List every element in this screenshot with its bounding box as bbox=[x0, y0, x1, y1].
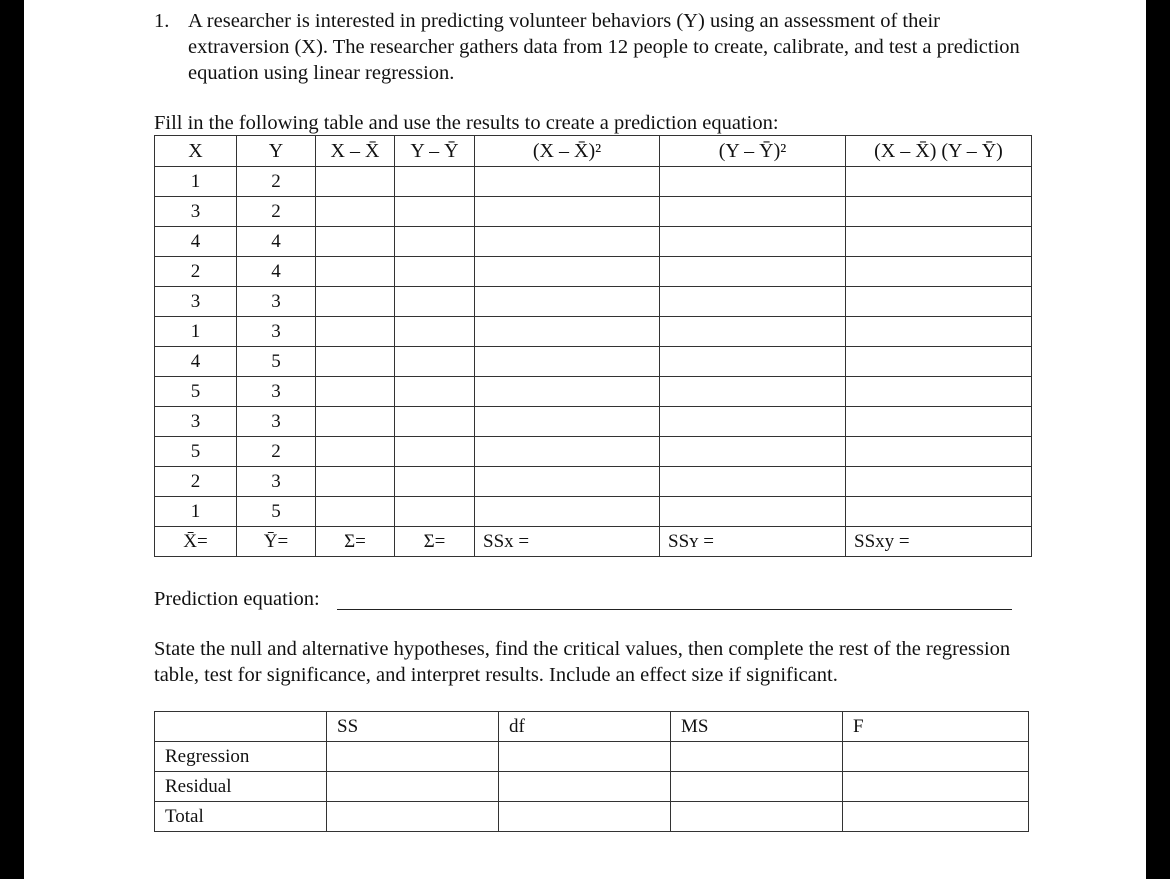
table-row bbox=[155, 287, 1032, 317]
regression-answer-cell[interactable] bbox=[499, 802, 671, 832]
answer-cell[interactable] bbox=[316, 347, 395, 377]
table-row bbox=[155, 407, 1032, 437]
answer-cell[interactable] bbox=[846, 227, 1032, 257]
answer-cell[interactable] bbox=[316, 377, 395, 407]
regression-table bbox=[154, 711, 1029, 832]
question-number: 1. bbox=[154, 10, 170, 32]
answer-cell[interactable] bbox=[660, 377, 846, 407]
summary-cell[interactable]: Σ= bbox=[316, 527, 395, 557]
x-value-cell: 4 bbox=[155, 227, 237, 257]
x-value-cell: 5 bbox=[155, 377, 237, 407]
answer-cell[interactable] bbox=[316, 497, 395, 527]
answer-cell[interactable] bbox=[395, 467, 475, 497]
answer-cell[interactable] bbox=[660, 227, 846, 257]
regression-row-label: Residual bbox=[155, 772, 327, 802]
summary-row bbox=[155, 527, 1032, 557]
regression-answer-cell[interactable] bbox=[671, 772, 843, 802]
answer-cell[interactable] bbox=[846, 167, 1032, 197]
answer-cell[interactable] bbox=[475, 257, 660, 287]
y-value-cell: 2 bbox=[237, 197, 316, 227]
answer-cell[interactable] bbox=[846, 437, 1032, 467]
regression-answer-cell[interactable] bbox=[499, 772, 671, 802]
answer-cell[interactable] bbox=[475, 437, 660, 467]
answer-cell[interactable] bbox=[395, 317, 475, 347]
answer-cell[interactable] bbox=[395, 347, 475, 377]
answer-cell[interactable] bbox=[395, 377, 475, 407]
regression-answer-cell[interactable] bbox=[843, 802, 1029, 832]
regression-answer-cell[interactable] bbox=[843, 772, 1029, 802]
y-value-cell: 2 bbox=[237, 167, 316, 197]
answer-cell[interactable] bbox=[475, 317, 660, 347]
answer-cell[interactable] bbox=[395, 407, 475, 437]
answer-cell[interactable] bbox=[475, 377, 660, 407]
y-value-cell: 3 bbox=[237, 317, 316, 347]
answer-cell[interactable] bbox=[660, 407, 846, 437]
x-value-cell: 3 bbox=[155, 197, 237, 227]
y-value-cell: 3 bbox=[237, 467, 316, 497]
x-value-cell: 1 bbox=[155, 497, 237, 527]
y-value-cell: 2 bbox=[237, 437, 316, 467]
data-table-body bbox=[155, 167, 1032, 557]
x-value-cell: 2 bbox=[155, 257, 237, 287]
answer-cell[interactable] bbox=[846, 377, 1032, 407]
answer-cell[interactable] bbox=[475, 347, 660, 377]
answer-cell[interactable] bbox=[660, 287, 846, 317]
answer-cell[interactable] bbox=[316, 437, 395, 467]
y-value-cell: 5 bbox=[237, 497, 316, 527]
table-row bbox=[155, 167, 1032, 197]
answer-cell[interactable] bbox=[660, 167, 846, 197]
answer-cell[interactable] bbox=[660, 437, 846, 467]
prediction-label: Prediction equation: bbox=[154, 588, 320, 610]
answer-cell[interactable] bbox=[316, 167, 395, 197]
answer-cell[interactable] bbox=[316, 467, 395, 497]
x-value-cell: 4 bbox=[155, 347, 237, 377]
column-header: (Y – Ȳ)² bbox=[660, 136, 846, 167]
answer-cell[interactable] bbox=[316, 287, 395, 317]
answer-cell[interactable] bbox=[316, 407, 395, 437]
y-value-cell: 5 bbox=[237, 347, 316, 377]
answer-cell[interactable] bbox=[846, 347, 1032, 377]
x-value-cell: 3 bbox=[155, 287, 237, 317]
regression-answer-cell[interactable] bbox=[327, 772, 499, 802]
data-table bbox=[154, 135, 1032, 557]
regression-answer-cell[interactable] bbox=[671, 802, 843, 832]
answer-cell[interactable] bbox=[660, 197, 846, 227]
regression-column-header: MS bbox=[671, 712, 843, 742]
regression-column-header: SS bbox=[327, 712, 499, 742]
summary-cell[interactable]: Ȳ= bbox=[237, 527, 316, 557]
regression-column-header bbox=[155, 712, 327, 742]
column-header: (X – X̄) (Y – Ȳ) bbox=[846, 136, 1032, 167]
answer-cell[interactable] bbox=[846, 497, 1032, 527]
answer-cell[interactable] bbox=[846, 257, 1032, 287]
regression-row bbox=[155, 742, 1029, 772]
x-value-cell: 5 bbox=[155, 437, 237, 467]
regression-row bbox=[155, 802, 1029, 832]
column-header: (X – X̄)² bbox=[475, 136, 660, 167]
answer-cell[interactable] bbox=[395, 167, 475, 197]
table-row bbox=[155, 257, 1032, 287]
table-row bbox=[155, 197, 1032, 227]
summary-cell[interactable]: Σ= bbox=[395, 527, 475, 557]
answer-cell[interactable] bbox=[475, 467, 660, 497]
regression-answer-cell[interactable] bbox=[327, 742, 499, 772]
answer-cell[interactable] bbox=[846, 407, 1032, 437]
answer-cell[interactable] bbox=[395, 257, 475, 287]
table-row bbox=[155, 497, 1032, 527]
x-value-cell: 1 bbox=[155, 317, 237, 347]
prediction-answer-line[interactable] bbox=[337, 609, 1012, 610]
question-block bbox=[154, 8, 1034, 86]
instructions-text: State the null and alternative hypotheses, find the critical values, then complete the rest of the regression table, test for significance, and interpret results. Include an effect size if significant. bbox=[154, 638, 1011, 686]
answer-cell[interactable] bbox=[475, 197, 660, 227]
answer-cell[interactable] bbox=[395, 437, 475, 467]
regression-row-label: Regression bbox=[155, 742, 327, 772]
data-table-header bbox=[155, 136, 1032, 167]
answer-cell[interactable] bbox=[395, 227, 475, 257]
regression-answer-cell[interactable] bbox=[671, 742, 843, 772]
y-value-cell: 4 bbox=[237, 227, 316, 257]
answer-cell[interactable] bbox=[316, 227, 395, 257]
column-header: Y – Ȳ bbox=[395, 136, 475, 167]
table-row bbox=[155, 437, 1032, 467]
y-value-cell: 3 bbox=[237, 377, 316, 407]
answer-cell[interactable] bbox=[475, 227, 660, 257]
table-row bbox=[155, 467, 1032, 497]
summary-cell[interactable]: X̄= bbox=[155, 527, 237, 557]
y-value-cell: 3 bbox=[237, 407, 316, 437]
answer-cell[interactable] bbox=[660, 347, 846, 377]
summary-cell[interactable]: SSʏ = bbox=[660, 527, 846, 557]
column-header: X – X̄ bbox=[316, 136, 395, 167]
y-value-cell: 3 bbox=[237, 287, 316, 317]
column-header: Y bbox=[237, 136, 316, 167]
answer-cell[interactable] bbox=[475, 167, 660, 197]
regression-row bbox=[155, 772, 1029, 802]
column-header: X bbox=[155, 136, 237, 167]
table-row bbox=[155, 347, 1032, 377]
x-value-cell: 1 bbox=[155, 167, 237, 197]
y-value-cell: 4 bbox=[237, 257, 316, 287]
answer-cell[interactable] bbox=[660, 467, 846, 497]
x-value-cell: 3 bbox=[155, 407, 237, 437]
regression-answer-cell[interactable] bbox=[499, 742, 671, 772]
answer-cell[interactable] bbox=[316, 197, 395, 227]
answer-cell[interactable] bbox=[475, 407, 660, 437]
regression-column-header: df bbox=[499, 712, 671, 742]
answer-cell[interactable] bbox=[846, 467, 1032, 497]
answer-cell[interactable] bbox=[395, 197, 475, 227]
answer-cell[interactable] bbox=[475, 497, 660, 527]
summary-cell[interactable]: SSx = bbox=[475, 527, 660, 557]
regression-answer-cell[interactable] bbox=[327, 802, 499, 832]
table-row bbox=[155, 317, 1032, 347]
question-text: A researcher is interested in predicting volunteer behaviors (Y) using an assessment of their extraversion (X). The researcher gathers data from 12 people to create, calibrate, and test a prediction equation using linear regression. bbox=[188, 10, 1020, 84]
summary-cell[interactable]: SSxy = bbox=[846, 527, 1032, 557]
regression-answer-cell[interactable] bbox=[843, 742, 1029, 772]
regression-column-header: F bbox=[843, 712, 1029, 742]
worksheet-page bbox=[24, 0, 1146, 879]
answer-cell[interactable] bbox=[846, 317, 1032, 347]
regression-row-label: Total bbox=[155, 802, 327, 832]
answer-cell[interactable] bbox=[395, 287, 475, 317]
answer-cell[interactable] bbox=[475, 287, 660, 317]
fill-instruction: Fill in the following table and use the results to create a prediction equation: bbox=[154, 112, 779, 134]
x-value-cell: 2 bbox=[155, 467, 237, 497]
answer-cell[interactable] bbox=[316, 317, 395, 347]
answer-cell[interactable] bbox=[846, 287, 1032, 317]
answer-cell[interactable] bbox=[660, 257, 846, 287]
answer-cell[interactable] bbox=[395, 497, 475, 527]
answer-cell[interactable] bbox=[660, 497, 846, 527]
table-row bbox=[155, 377, 1032, 407]
answer-cell[interactable] bbox=[660, 317, 846, 347]
answer-cell[interactable] bbox=[846, 197, 1032, 227]
answer-cell[interactable] bbox=[316, 257, 395, 287]
table-row bbox=[155, 227, 1032, 257]
regression-header-row bbox=[155, 712, 1029, 742]
